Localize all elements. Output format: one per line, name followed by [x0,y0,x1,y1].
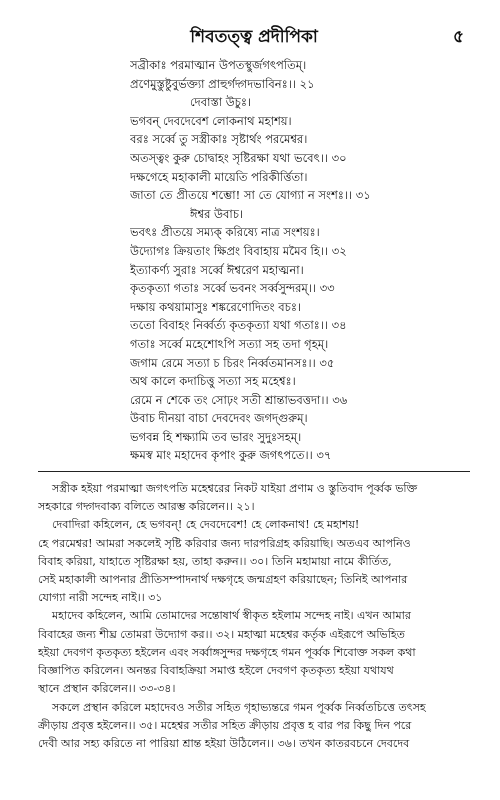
sanskrit-verses [130,56,470,465]
speaker-heading: ঈশ্বর উবাচ। [190,206,244,221]
translation-line: সস্ত্রীক হইয়া পরমাত্মা জগৎপতি মহেশ্বরের নিকট যাইয়া প্রণাম ও স্তুতিবাদ পূর্ব্বক ভক্তি [52,482,418,496]
section-divider [38,471,470,472]
verse-line: দক্ষগেহে মহাকালী মায়েতি পরিকীর্ত্তিতা। [130,169,308,184]
translation-line: দেবাদিরা কহিলেন, হে ভগবন্! হে দেবদেবেশ! হে লোকনাথ! হে মহাশয়! [52,518,360,532]
translation-line: বিজ্ঞাপিত করিলেন। অনন্তর বিবাহক্রিয়া সমাপ্ত হইলে দেবগণ কৃতকৃত্য হইয়া যথাযথ [38,664,394,678]
page-header [38,0,470,56]
verse-line: প্রণেমুস্তুষ্টুবুর্ভক্ত্যা প্রাহুর্গদ্গদভাবিনঃ।। ২১ [130,76,315,91]
verse-line: অতস্ত্বং কুরু চোদ্বাহং সৃষ্টিরক্ষা যথা ভবেৎ।। ৩০ [130,150,347,165]
translation-line: হে পরমেশ্বর! আমরা সকলেই সৃষ্টি করিবার জন্য দারপরিগ্রহ করিয়াছি। অতএব আপনিও [38,536,411,550]
verse-line: ভগবন্ দেবদেবেশ লোকনাথ মহাশয়। [130,113,292,128]
verse-line: জাতা তে প্রীতয়ে শম্ভো! সা তে যোগ্যা ন সংশঃ।। ৩১ [130,188,371,203]
verse-line: কৃতকৃত্যা গতাঃ সর্ব্বে ভবনং সর্ব্বসুন্দরম্।। ৩৩ [130,281,335,296]
verse-line: উদ্যোগঃ ক্রিয়তাং ক্ষিপ্রং বিবাহায় মমৈব হি।। ৩২ [130,243,347,258]
verse-line: ইত্যাকর্ণ্য সুরাঃ সর্ব্বে ঈশ্বরেণ মহাত্মনা। [130,262,304,277]
speaker-heading: দেবাস্তা উচুঃ। [190,95,252,110]
translation-line: বিবাহের জন্য শীঘ্র তোমরা উদ্যোগ কর।। ৩২। মহাত্মা মহেশ্বর কর্তৃক এইরূপে অভিহিত [38,627,405,641]
running-title: শিবতত্ত্ব প্রদীপিকা [190,27,318,47]
translation-line: সকলে প্রস্থান করিলে মহাদেবও সতীর সহিত গৃহাভ্যন্তরে গমন পূর্ব্বক নির্ব্বতচিত্তে তৎসহ [52,700,426,714]
translation-line: বিবাহ করিয়া, যাহাতে সৃষ্টিরক্ষা হয়, তাহা করুন।। ৩০। তিনি মহামায়া নামে কীর্তিত, [38,554,392,568]
translation-line: হইয়া দেবগণ কৃতকৃত্য হইলেন এবং সর্ব্বাঙ্গসুন্দর দক্ষগৃহে গমন পূর্ব্বক শিবোক্ত সকল কথা [38,645,416,659]
verse-line: গতাঃ সর্ব্বে মহেশোঽপি সত্যা সহ তদা গৃহম্। [130,336,329,351]
verse-line: ভগবন্ন হি শক্ষ্যামি তব ভারং সুদুঃসহম্। [130,429,302,444]
translation-line: মহাদেব কহিলেন, আমি তোমাদের সন্তোষার্থ স্বীকৃত হইলাম সন্দেহ নাই। এখন আমার [52,609,411,623]
verse-line: ক্ষমস্ব মাং মহাদেব কৃপাং কুরু জগৎপতে।। ৩৭ [130,448,332,463]
verse-line: ভবৎঃ প্রীতয়ে সম্যক্ করিষ্যে নাত্র সংশয়ঃ। [130,225,320,240]
page-number: ৫ [452,27,464,47]
verse-line: রেমে ন শেকে তং সোঢ়ং সতী শ্রান্তাভবত্তদা।। ৩৬ [130,392,348,407]
translation-line: ক্রীড়ায় প্রবৃত্ত হইলেন।। ৩৫। মহেশ্বর সতীর সহিত ক্রীড়ায় প্রবৃত্ত হ বার পর কিছু দিন পরে [38,718,412,732]
translation-line: সহকারে গদ্গদবাক্য বলিতে আরম্ভ করিলেন।। ২১। [38,500,255,514]
translation-line: স্থানে প্রস্থান করিলেন।। ৩৩-৩৪। [38,682,176,696]
translation-line: দেবী আর সহ্য করিতে না পারিয়া শ্রান্ত হইয়া উঠিলেন।। ৩৬। তখন কাতরবচনে দেবদেব [38,736,410,750]
verse-line: ততো বিবাহং নির্ব্বর্ত্য কৃতকৃত্যা যথা গতাঃ।। ৩৪ [130,318,347,333]
bengali-translation [38,480,470,753]
verse-line: জগাম রেমে সত্যা চ চিরং নির্ব্বতমানসঃ।। ৩৫ [130,355,335,370]
verse-line: দক্ষায় কথয়ামাসুঃ শঙ্করেণোদিতং বচঃ। [130,299,302,314]
verse-line: সব্রীকাঃ পরমাত্মান উপতস্থুর্জগৎপতিম্। [130,58,307,72]
verse-line: উবাচ দীনয়া বাচা দেবদেবং জগদ্গুরুম্। [130,411,308,426]
translation-line: সেই মহাকালী আপনার প্রীতিসম্পাদনার্থ দক্ষগৃহে জন্মগ্রহণ করিয়াছেন; তিনিই আপনার [38,573,408,587]
verse-line: অথ কালে কদাচিত্তু সত্যা সহ মহেশ্বঃ। [130,374,296,389]
verse-line: বরঃ সর্ব্বে তু সস্ত্রীকাঃ সৃষ্টার্থং পরমেশ্বর। [130,132,308,147]
translation-line: যোগ্যা নারী সন্দেহ নাই।। ৩১ [38,591,163,605]
